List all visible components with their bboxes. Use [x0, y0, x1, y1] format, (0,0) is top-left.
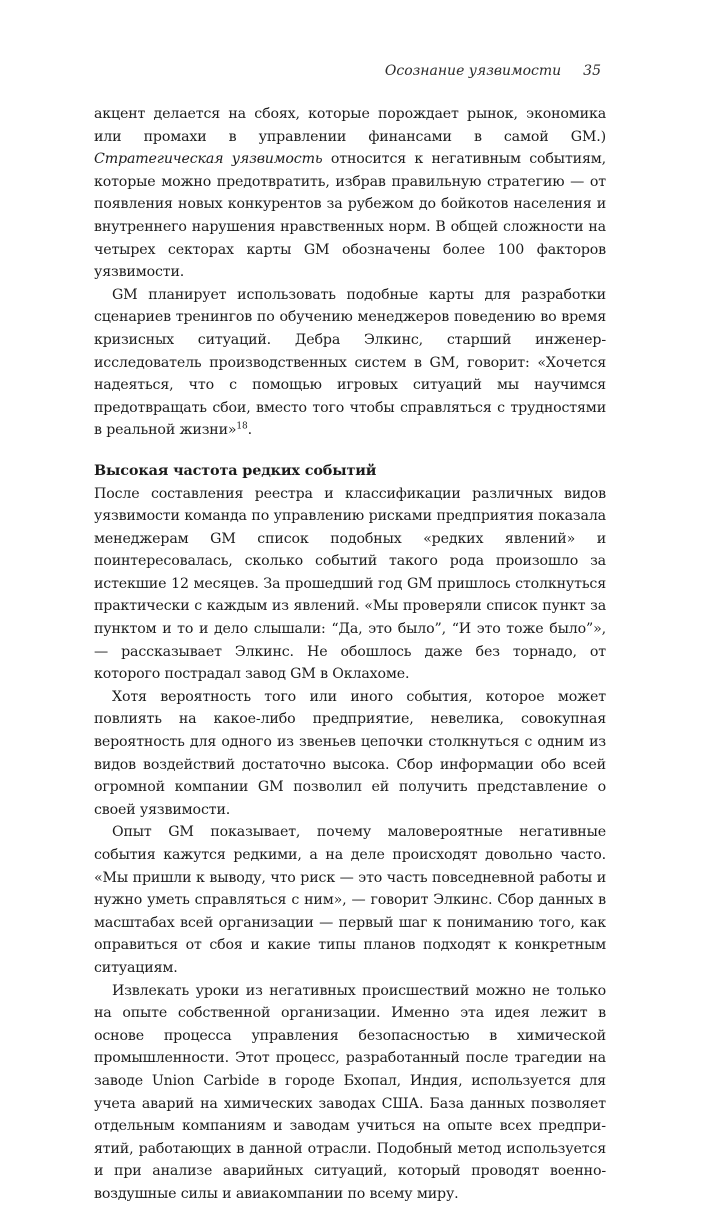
paragraph-6: Извлекать уроки из негативных происшествий можно не только на опыте собственной организации. Именно эта идея лежит в основе процесса управления безопасностью в химической промышленности. Этот процесс, разработанный после трагедии на заводе Union Carbide в городе Бхопал, Индия, используется для учета аварий на химических заводах США. База данных позволяет отдельным компаниям и заводам учиться на опыте всех предприятий, работающих в данной отрасли. Подобный метод используется и при анализе аварийных ситуаций, который проводят военно-воздушные силы и авиакомпании по всему миру.	[94, 982, 606, 1202]
page-number: 35	[583, 63, 601, 79]
strategic-vulnerability-term: Стратегическая уязвимость	[94, 151, 323, 168]
paragraph-2-text: GM планирует использовать подобные карты для разработки сценариев тренингов по обучению менеджеров поведению во время кризисных ситуаций. Дебра Элкинс, старший инженер-исследователь производственных систем в GM, говорит: «Хочется надеяться, что с помощью игровых ситуаций мы научимся предотвращать сбои, вместо того чтобы справляться с трудностями в реальной жизни»	[94, 286, 606, 439]
running-head	[94, 63, 601, 79]
paragraph-1-text-b: относится к негативным событиям, которые можно предотвратить, избрав правильную стратегию — от появления новых конкурентов за рубежом до бойкотов населения и внутреннего нарушения нравственных норм. В общей сложности на четырех секторах карты GM обозначены более 100 факторов уязвимости.	[94, 151, 606, 281]
paragraph-1-text-a: акцент делается на сбоях, которые порождает рынок, экономика или промахи в управлении финансами в самой GM.)	[94, 106, 606, 145]
paragraph-2	[94, 284, 606, 442]
paragraph-3: После составления реестра и классификации различных видов уязвимости команда по управлению рисками предприятия показала менеджерам GM список подобных «редких явлений» и поинтересовалась, сколько событий такого рода произошло за истекшие 12 месяцев. За прошедший год GM пришлось столкнуться практически с каждым из явлений. «Мы проверяли список пункт за пунктом и то и дело слышали: “Да, это было”, “И это тоже было”», — рассказывает Элкинс. Не обошлось даже без торнадо, от которого пострадал завод GM в Оклахоме.	[94, 485, 606, 683]
footnote-ref-18: 18	[236, 421, 248, 432]
section-heading: Высокая частота редких событий	[94, 461, 377, 479]
paragraph-5: Опыт GM показывает, почему маловероятные негативные события кажутся редкими, а на деле происходят довольно часто. «Мы пришли к выводу, что риск — это часть повседневной работы и нужно уметь справляться с ним», — говорит Элкинс. Сбор данных в масштабах всей организации — первый шаг к пониманию того, как оправиться от сбоя и какие типы планов подходят к конкретным ситуациям.	[94, 824, 606, 976]
paragraph-2-end: .	[247, 422, 252, 439]
body-text	[94, 103, 606, 1206]
paragraph-1	[94, 103, 606, 284]
running-head-title: Осознание уязвимости	[384, 63, 562, 79]
paragraph-4: Хотя вероятность того или иного события, которое может повлиять на какое-либо предприятие, невелика, совокупная вероятность для одного из звеньев цепочки столкнуться с одним из видов воздействий достаточно высока. Сбор информации обо всей огромной компании GM позволил ей получить представление о своей уязвимости.	[94, 688, 606, 818]
